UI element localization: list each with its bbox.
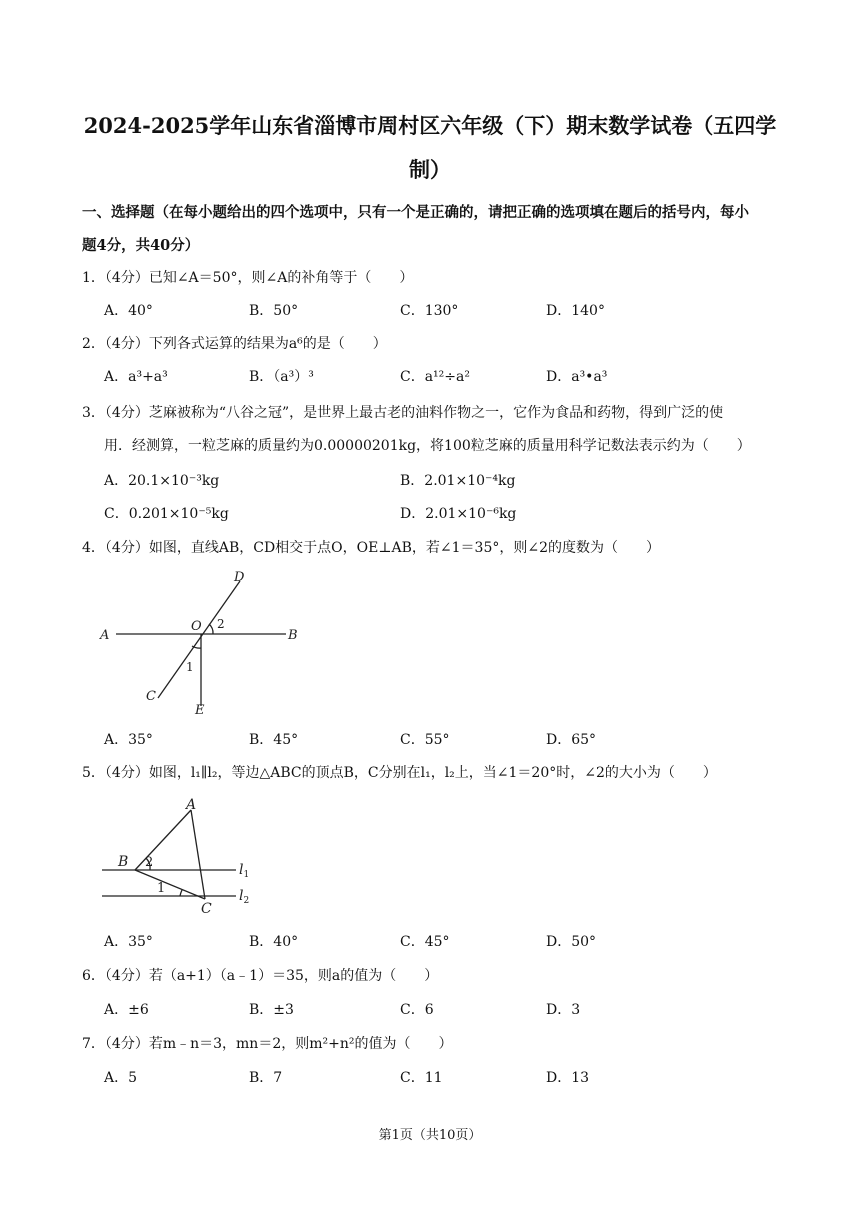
question-stem: 已知∠A＝50°，则∠A的补角等于（ ） <box>148 270 414 286</box>
question-stem: 若（a+1）（a﹣1）＝35，则a的值为（ ） <box>148 968 439 984</box>
page-title-line-2: 制） <box>409 157 451 182</box>
q7-option-d: D．13 <box>546 1070 590 1086</box>
question-stem: 下列各式运算的结果为a⁶的是（ ） <box>148 336 387 352</box>
question-stem-line-1: 芝麻被称为“八谷之冠”，是世界上最古老的油料作物之一，它作为食品和药物，得到广泛的使 <box>148 405 724 421</box>
question-6 <box>82 966 438 986</box>
q7-option-a: A．5 <box>104 1070 138 1086</box>
label-angle-1: 1 <box>157 881 166 896</box>
q1-option-b: B．50° <box>249 303 299 319</box>
label-b: B <box>118 854 129 870</box>
label-l2: $l_2$ <box>239 888 250 906</box>
question-4 <box>82 538 660 558</box>
question-stem: 如图，l₁∥l₂，等边△ABC的顶点B，C分别在l₁，l₂上，当∠1＝20°时，∠2的大小为（ ） <box>148 765 717 781</box>
q3-option-c: C．0.201×10⁻⁵kg <box>104 506 229 522</box>
label-d: D <box>234 570 245 585</box>
question-number: 1．（4分） <box>82 270 149 286</box>
q5-option-d: D．50° <box>546 934 597 950</box>
question-stem: 如图，直线AB，CD相交于点O，OE⊥AB，若∠1＝35°，则∠2的度数为（ ） <box>148 540 660 556</box>
section-heading-line-2: 题4分，共40分） <box>82 237 200 254</box>
question-7 <box>82 1034 452 1054</box>
question-1 <box>82 268 413 288</box>
q1-option-a: A．40° <box>104 303 153 319</box>
q2-option-b: B．（a³）³ <box>249 369 314 385</box>
label-c: C <box>146 689 156 704</box>
q6-option-b: B．±3 <box>249 1002 294 1018</box>
question-number: 4．（4分） <box>82 540 149 556</box>
q6-option-a: A．±6 <box>104 1002 149 1018</box>
q3-option-b: B．2.01×10⁻⁴kg <box>400 473 516 489</box>
question-number: 5．（4分） <box>82 765 149 781</box>
label-e: E <box>195 703 205 718</box>
figure-intersecting-lines <box>96 566 306 718</box>
q2-option-a: A．a³+a³ <box>104 369 168 385</box>
question-2 <box>82 334 387 354</box>
q2-option-c: C．a¹²÷a² <box>400 369 470 385</box>
q6-option-d: D．3 <box>546 1002 581 1018</box>
question-number: 3．（4分） <box>82 405 149 421</box>
q7-option-b: B．7 <box>249 1070 283 1086</box>
question-3 <box>82 403 723 423</box>
question-3-stem-line-2: 用．经测算，一粒芝麻的质量约为0.00000201kg，将100粒芝麻的质量用科学记数法表示约为（ ） <box>104 438 751 454</box>
q5-option-c: C．45° <box>400 934 450 950</box>
question-number: 2．（4分） <box>82 336 149 352</box>
q4-option-a: A．35° <box>104 732 153 748</box>
label-angle-2: 2 <box>145 855 154 870</box>
label-a: A <box>186 797 197 813</box>
q3-option-d: D．2.01×10⁻⁶kg <box>400 506 517 522</box>
q1-option-d: D．140° <box>546 303 605 319</box>
q5-option-a: A．35° <box>104 934 153 950</box>
q5-option-b: B．40° <box>249 934 299 950</box>
q7-option-c: C．11 <box>400 1070 443 1086</box>
q3-option-a: A．20.1×10⁻³kg <box>104 473 220 489</box>
question-number: 6．（4分） <box>82 968 149 984</box>
section-heading-line-1: 一、选择题（在每小题给出的四个选项中，只有一个是正确的，请把正确的选项填在题后的括号内，每小 <box>82 204 749 221</box>
question-number: 7．（4分） <box>82 1036 149 1052</box>
label-c: C <box>201 901 212 917</box>
label-l1: $l_1$ <box>239 862 250 880</box>
page-title-line-1: 2024-2025学年山东省淄博市周村区六年级（下）期末数学试卷（五四学 <box>83 113 777 138</box>
figure-parallel-lines-triangle <box>98 796 268 918</box>
label-angle-2: 2 <box>217 617 225 631</box>
question-stem: 若m﹣n＝3，mn＝2，则m²+n²的值为（ ） <box>148 1036 453 1052</box>
q6-option-c: C．6 <box>400 1002 434 1018</box>
question-5 <box>82 763 717 783</box>
q1-option-c: C．130° <box>400 303 459 319</box>
q4-option-c: C．55° <box>400 732 450 748</box>
page-footer: 第1页（共10页） <box>378 1128 482 1143</box>
q4-option-b: B．45° <box>249 732 299 748</box>
label-o: O <box>191 619 202 634</box>
q2-option-d: D．a³•a³ <box>546 369 608 385</box>
label-a: A <box>100 628 110 643</box>
label-b: B <box>288 628 298 643</box>
q4-option-d: D．65° <box>546 732 597 748</box>
label-angle-1: 1 <box>186 660 194 674</box>
